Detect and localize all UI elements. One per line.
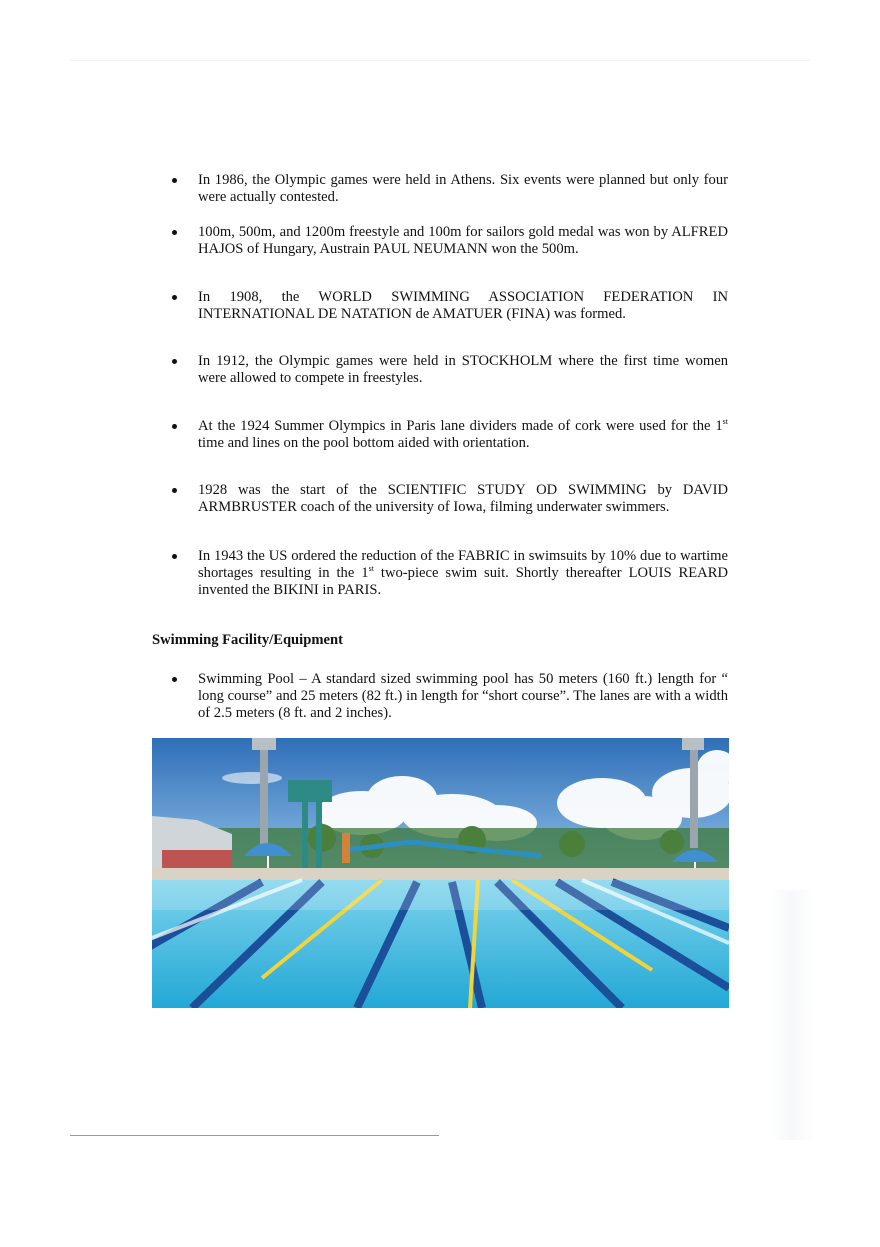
list-item: 1928 was the start of the SCIENTIFIC STUDY OD SWIMMING by DAVID ARMBRUSTER coach of the university of Iowa, filming underwater swimmers. (152, 482, 728, 516)
bullet-dot-icon (172, 295, 177, 300)
bullet-list (152, 548, 728, 599)
bullet-dot-icon (172, 554, 177, 559)
tree-line (152, 828, 729, 873)
list-item: At the 1924 Summer Olympics in Paris lane dividers made of cork were used for the 1st time and lines on the pool bottom aided with orientation. (152, 418, 728, 452)
bullet-list (152, 289, 728, 323)
pool-deck (152, 868, 729, 882)
bullet-list (152, 353, 728, 387)
bullet-list (152, 418, 728, 452)
bullet-dot-icon (172, 677, 177, 682)
bullet-list (152, 671, 728, 722)
list-item: In 1908, the WORLD SWIMMING ASSOCIATION FEDERATION IN INTERNATIONAL DE NATATION de AMATUER (FINA) was formed. (152, 289, 728, 323)
list-item: In 1943 the US ordered the reduction of the FABRIC in swimsuits by 10% due to wartime shortages resulting in the 1st two-piece swim suit. Shortly thereafter LOUIS REARD invented the BIKINI in PARIS. (152, 548, 728, 599)
ordinal-superscript: st (368, 564, 374, 573)
list-item: In 1912, the Olympic games were held in STOCKHOLM where the first time women were allowed to compete in freestyles. (152, 353, 728, 387)
list-item: In 1986, the Olympic games were held in Athens. Six events were planned but only four were actually contested. (152, 172, 728, 206)
page-shadow (770, 890, 814, 1140)
swimming-pool-photo (152, 738, 729, 1008)
header-rule (70, 60, 810, 61)
list-item: 100m, 500m, and 1200m freestyle and 100m for sailors gold medal was won by ALFRED HAJOS of Hungary, Austrain PAUL NEUMANN won the 500m. (152, 224, 728, 258)
bullet-list (152, 482, 728, 516)
bullet-list (152, 224, 728, 258)
water-reflection (152, 880, 729, 910)
footnote-separator (70, 1135, 439, 1136)
bullet-dot-icon (172, 178, 177, 183)
list-item: Swimming Pool – A standard sized swimming pool has 50 meters (160 ft.) length for “ long course” and 25 meters (82 ft.) in length for “short course”. The lanes are with a width of 2.5 meters (8 ft. and 2 inches). (152, 671, 728, 722)
bullet-dot-icon (172, 359, 177, 364)
section-heading: Swimming Facility/Equipment (152, 632, 343, 648)
ordinal-superscript: st (722, 417, 728, 426)
bullet-dot-icon (172, 230, 177, 235)
swimming-pool-illustration (152, 738, 729, 1008)
bullet-dot-icon (172, 424, 177, 429)
bullet-dot-icon (172, 488, 177, 493)
bullet-list (152, 172, 728, 206)
